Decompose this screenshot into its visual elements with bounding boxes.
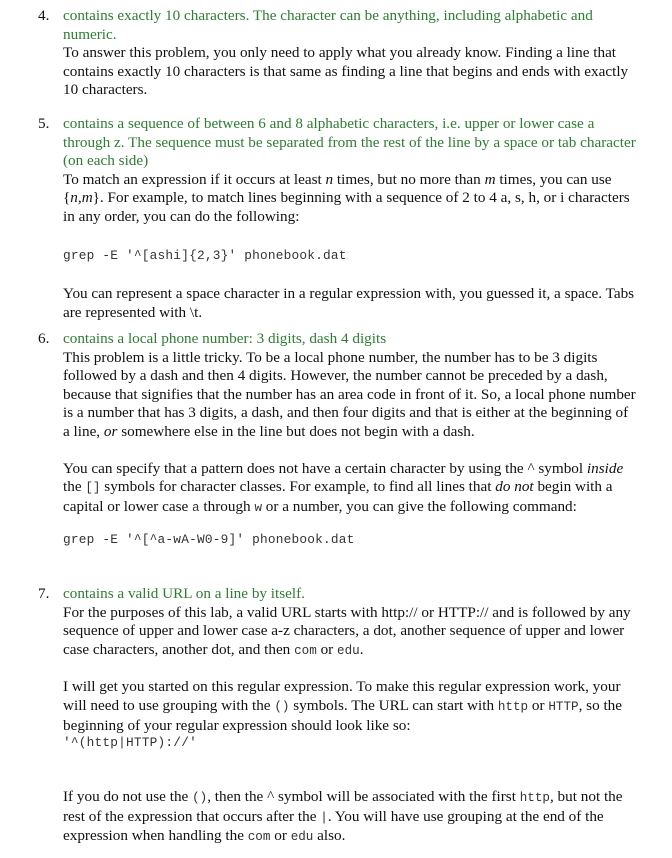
code-example: grep -E '^[^a-wA-W0-9]' phonebook.dat (63, 532, 355, 548)
code-example: '^(http|HTTP)://' (63, 735, 197, 751)
item-paragraph-2: I will get you started on this regular expression. To make this regular expression work, your will need to use grouping with the () symbols. The URL can start with http or HTTP, so the beginning of your regular expression should look like so: (63, 678, 623, 734)
item-note: You can represent a space character in a regular expression with, you guessed it, a space. Tabs are represented with \t. (63, 285, 635, 321)
item-body: For the purposes of this lab, a valid URL starts with http:// or HTTP:// and is followed by any sequence of upper and lower case a-z characters, a dot, another sequence of upper and lower case characters, another dot, and then com or edu. (63, 603, 631, 658)
item-heading: contains a sequence of between 6 and 8 alphabetic characters, i.e. upper or lower case a through z. The sequence must be separated from the rest of the line by a space or tab character (on each side) (63, 115, 636, 170)
code-example: grep -E '^[ashi]{2,3}' phonebook.dat (63, 247, 347, 263)
item-body: This problem is a little tricky. To be a local phone number, the number has to be 3 digits followed by a dash and then 4 digits. However, the number cannot be preceded by a dash, because that signifies that the number has an area code in front of it. So, a local phone number is a number that has 3 digits, a dash, and then four digits and that is either at the beginning of a line, or somewhere else in the line but does not begin with a dash. (63, 348, 636, 440)
item-body: To match an expression if it occurs at least n times, but no more than m times, you can use {n,m}. For example, to match lines beginning with a sequence of 2 to 4 a, s, h, or i characters in any order, you can do the following: (63, 170, 630, 225)
item-heading: contains exactly 10 characters. The character can be anything, including alphabetic and numeric. (63, 7, 593, 43)
item-number: 5. (38, 115, 50, 132)
item-paragraph-3: If you do not use the (), then the ^ symbol will be associated with the first http, but not the rest of the expression that occurs after the |. You will have use grouping at the end of the expression when handling the com or edu also. (63, 788, 623, 845)
item-number: 7. (38, 585, 50, 602)
item-heading: contains a valid URL on a line by itself. (63, 585, 305, 602)
item-number: 4. (38, 7, 50, 24)
item-heading: contains a local phone number: 3 digits, dash 4 digits (63, 330, 387, 347)
item-paragraph-2: You can specify that a pattern does not have a certain character by using the ^ symbol inside the [] symbols for character classes. For example, to find all lines that do not begin with a capital or lower case a through w or a number, you can give the following command: (63, 459, 624, 515)
item-number: 6. (38, 330, 50, 347)
item-body: To answer this problem, you only need to apply what you already know. Finding a line that contains exactly 10 characters is that same as finding a line that begins and ends with exactly 10 characters. (63, 44, 629, 99)
